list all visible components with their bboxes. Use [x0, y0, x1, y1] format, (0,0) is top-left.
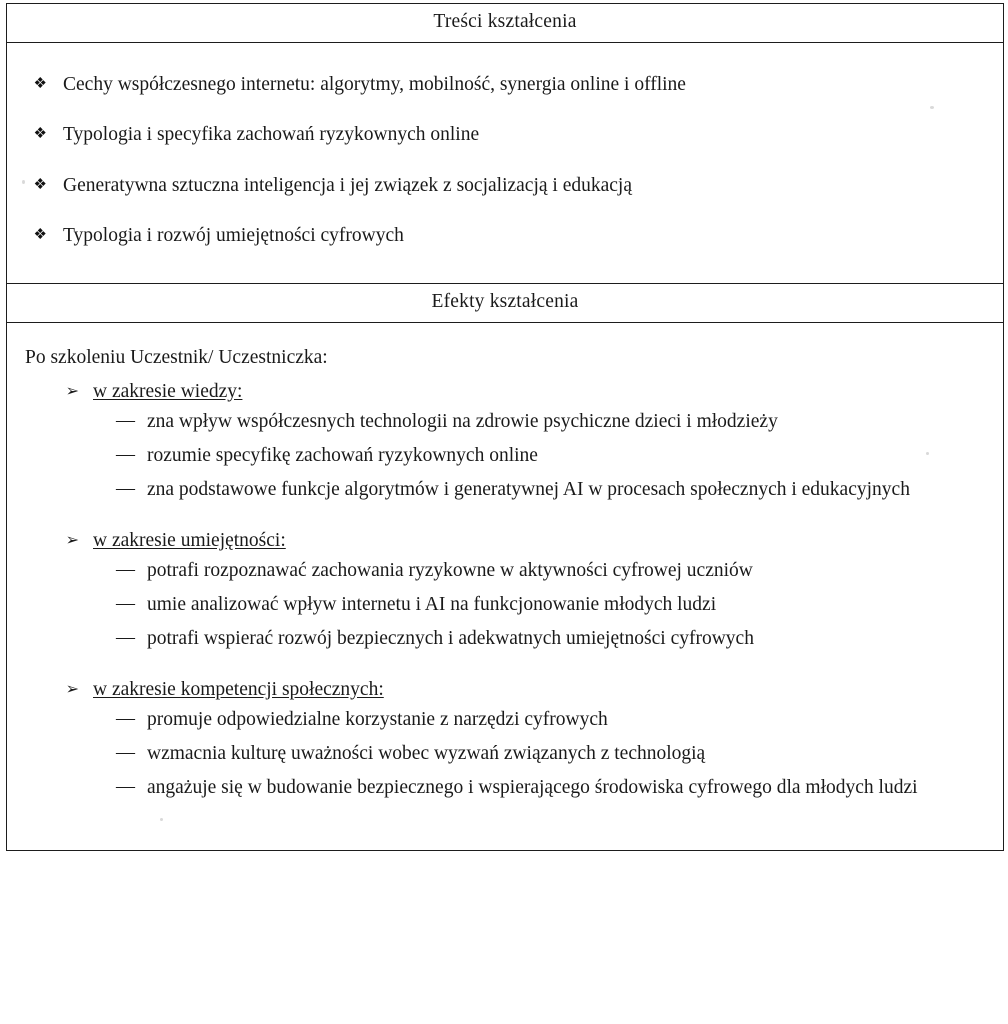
list-item [7, 707, 1003, 732]
group-heading [7, 679, 1003, 701]
scan-speck [160, 818, 163, 821]
list-item-label: Generatywna sztuczna inteligencja i jej związek z socjalizacją i edukacją [63, 174, 632, 196]
diamond-bullet-icon: ❖ [33, 76, 47, 92]
list-item-label: potrafi rozpoznawać zachowania ryzykowne w aktywności cyfrowej uczniów [147, 559, 753, 581]
diamond-bullet-icon: ❖ [33, 126, 47, 143]
list-item [7, 626, 1003, 651]
spacer [7, 661, 1003, 679]
group-title: w zakresie wiedzy: [93, 380, 243, 402]
group-items [7, 707, 1003, 801]
efekty-group-kompetencji [7, 679, 1003, 801]
arrow-bullet-icon: ➢ [65, 382, 79, 400]
dash-bullet-icon: — [116, 409, 135, 431]
list-item [7, 409, 1003, 434]
dash-bullet-icon: — [116, 776, 135, 798]
group-items [7, 409, 1003, 503]
list-item [7, 443, 1003, 468]
list-item-label: zna podstawowe funkcje algorytmów i generatywnej AI w procesach społecznych i edukacyjnych [147, 479, 910, 501]
scan-speck [22, 180, 25, 184]
list-item [7, 775, 1003, 800]
arrow-bullet-icon: ➢ [65, 680, 79, 698]
dash-bullet-icon: — [116, 558, 135, 580]
section-header-tresci [7, 4, 1003, 43]
efekty-content [7, 323, 1003, 850]
list-item-label: Cechy współczesnego internetu: algorytmy, mobilność, synergia online i offline [63, 74, 686, 95]
section-body-tresci [7, 43, 1003, 284]
section-body-efekty [7, 323, 1003, 850]
list-item [7, 73, 1003, 97]
arrow-bullet-icon: ➢ [65, 531, 79, 549]
group-heading [7, 381, 1003, 403]
group-items [7, 558, 1003, 652]
list-item-label: Typologia i specyfika zachowań ryzykownych online [63, 124, 480, 146]
dash-bullet-icon: — [116, 592, 135, 614]
list-item-label: wzmacnia kulturę uważności wobec wyzwań związanych z technologią [147, 742, 706, 764]
scan-speck [926, 452, 929, 455]
diamond-bullet-icon: ❖ [33, 176, 47, 193]
list-item [7, 477, 1003, 502]
list-item [7, 123, 1003, 147]
spacer [7, 512, 1003, 530]
list-item-label: angażuje się w budowanie bezpiecznego i wspierającego środowiska cyfrowego dla młodych ludzi [147, 777, 918, 799]
list-item-label: zna wpływ współczesnych technologii na zdrowie psychiczne dzieci i młodzieży [147, 410, 778, 432]
list-item [7, 224, 1003, 248]
efekty-intro: Po szkoleniu Uczestnik/ Uczestniczka: [25, 346, 328, 368]
efekty-group-wiedzy [7, 381, 1003, 503]
curriculum-table [6, 3, 1004, 851]
section-header-efekty [7, 284, 1003, 323]
tresci-list [7, 43, 1003, 283]
list-item [7, 592, 1003, 617]
efekty-group-umiejetnosci [7, 530, 1003, 652]
section-title: Treści kształcenia [433, 11, 577, 32]
group-title: w zakresie umiejętności: [93, 529, 286, 551]
list-item [7, 174, 1003, 198]
diamond-bullet-icon: ❖ [33, 227, 47, 244]
list-item-label: promuje odpowiedzialne korzystanie z narzędzi cyfrowych [147, 708, 608, 730]
list-item [7, 741, 1003, 766]
dash-bullet-icon: — [116, 443, 135, 465]
section-title: Efekty kształcenia [431, 290, 579, 312]
dash-bullet-icon: — [116, 478, 135, 500]
list-item-label: rozumie specyfikę zachowań ryzykownych online [147, 444, 538, 466]
dash-bullet-icon: — [116, 627, 135, 649]
group-heading [7, 530, 1003, 552]
dash-bullet-icon: — [116, 707, 135, 729]
scan-speck [930, 106, 934, 109]
group-title: w zakresie kompetencji społecznych: [93, 678, 384, 700]
list-item [7, 558, 1003, 583]
list-item-label: umie analizować wpływ internetu i AI na funkcjonowanie młodych ludzi [147, 593, 717, 615]
dash-bullet-icon: — [116, 741, 135, 763]
list-item-label: Typologia i rozwój umiejętności cyfrowych [63, 225, 404, 247]
list-item-label: potrafi wspierać rozwój bezpiecznych i adekwatnych umiejętności cyfrowych [147, 628, 754, 650]
